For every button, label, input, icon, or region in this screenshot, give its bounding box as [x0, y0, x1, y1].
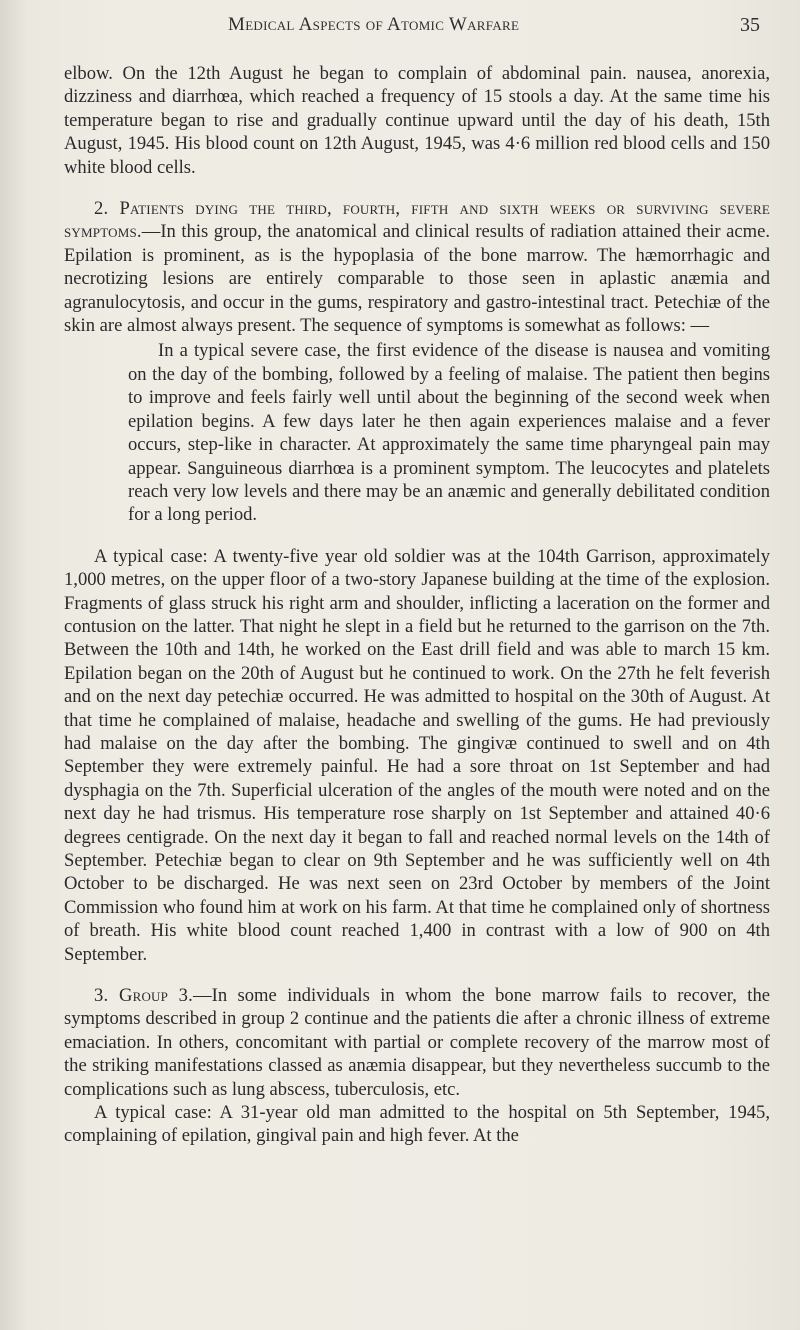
group-2-heading: 2. Patients dying the third, fourth, fifth and sixth weeks or surviving severe symptoms.: [64, 198, 770, 243]
paragraph-group-3: [64, 984, 770, 1101]
paragraph-elbow: elbow. On the 12th August he began to complain of abdominal pain. nausea, anorexia, dizziness and diarrhœa, which reached a frequency of 15 stools a day. At the same time his temperature began to rise and gradually continue upward until the day of his death, 15th August, 1945. His blood count on 12th August, 1945, was 4·6 million red blood cells and 150 white blood cells.: [64, 63, 770, 178]
paragraph-typical-severe-case: In a typical severe case, the first evidence of the disease is nausea and vomiting on the day of the bombing, followed by a feeling of malaise. The patient then begins to improve and feels fairly well until about the beginning of the second week when epilation begins. A few days later he then again experiences malaise and a fever occurs, step-like in character. At approximately the same time pharyngeal pain may appear. Sanguineous diarrhœa is a prominent symptom. The leucocytes and platelets reach very low levels and there may be an anæmic and generally debilitated condition for a long period.: [128, 340, 770, 526]
group-3-body: —In some individuals in whom the bone marrow fails to recover, the symptoms described in group 2 continue and the patients die after a chronic illness of extreme emaciation. In others, concomitant with partial or complete recovery of the marrow most of the striking manifestations classed as anæmia disappear, but they nevertheless succumb to the complications such as lung abscess, tuberculosis, etc.: [64, 985, 771, 1100]
indented-block: [128, 339, 770, 526]
paragraph-typical-case-soldier: A typical case: A twenty-five year old soldier was at the 104th Garrison, approximately 1,000 metres, on the upper floor of a two-story Japanese building at the time of the explosion. Fragments of glass struck his right arm and shoulder, inflicting a laceration on the former and contusion on the latter. That night he slept in a field but he returned to the garrison on the 7th. Between the 10th and 14th, he worked on the East drill field and was able to march 15 km. Epilation began on the 20th of August but he continued to work. On the 27th he felt feverish and on the next day petechiæ occurred. He was admitted to hospital on the 30th of August. At that time he complained of malaise, headache and swelling of the gums. He had previously had malaise on the day after the bombing. The gingivæ continued to swell and on 4th September they were extremely painful. He had a sore throat on 1st September and had dysphagia on the 7th. Superficial ulceration of the angles of the mouth were noted and on the next day he had trismus. His temperature rose sharply on 1st September and attained 40·6 degrees centigrade. On the next day it began to fall and reached normal levels on the 14th of September. Petechiæ began to clear on 9th September and he was sufficiently well on 4th October to be discharged. He was next seen on 23rd October by members of the Joint Commission who found him at work on his farm. At that time he complained only of shortness of breath. His white blood count reached 1,400 in contrast with a low of 900 on 4th September.: [64, 545, 770, 965]
paragraph-group-2: [64, 197, 770, 337]
group-2-body: —In this group, the anatomical and clinical results of radiation attained their acme. Epilation is prominent, as is the hypoplasia of the bone marrow. The hæmorrhagic and necrotizing lesions are entirely comparable to those seen in aplastic anæmia and agranulocytosis, and occur in the gums, respiratory and gastro-intestinal tract. Petechiæ of the skin are almost always present. The sequence of symptoms is somewhat as follows: —: [64, 221, 770, 337]
group-3-heading: 3. Group 3.: [94, 985, 194, 1007]
paragraph-typical-case-31-year-old: A typical case: A 31-year old man admitted to the hospital on 5th September, 1945, complaining of epilation, gingival pain and high fever. At the: [64, 1102, 770, 1147]
running-title: Medical Aspects of Atomic Warfare: [228, 14, 520, 35]
page-header: [0, 14, 800, 44]
page-number: 35: [740, 14, 760, 36]
body-text: [64, 62, 770, 1148]
